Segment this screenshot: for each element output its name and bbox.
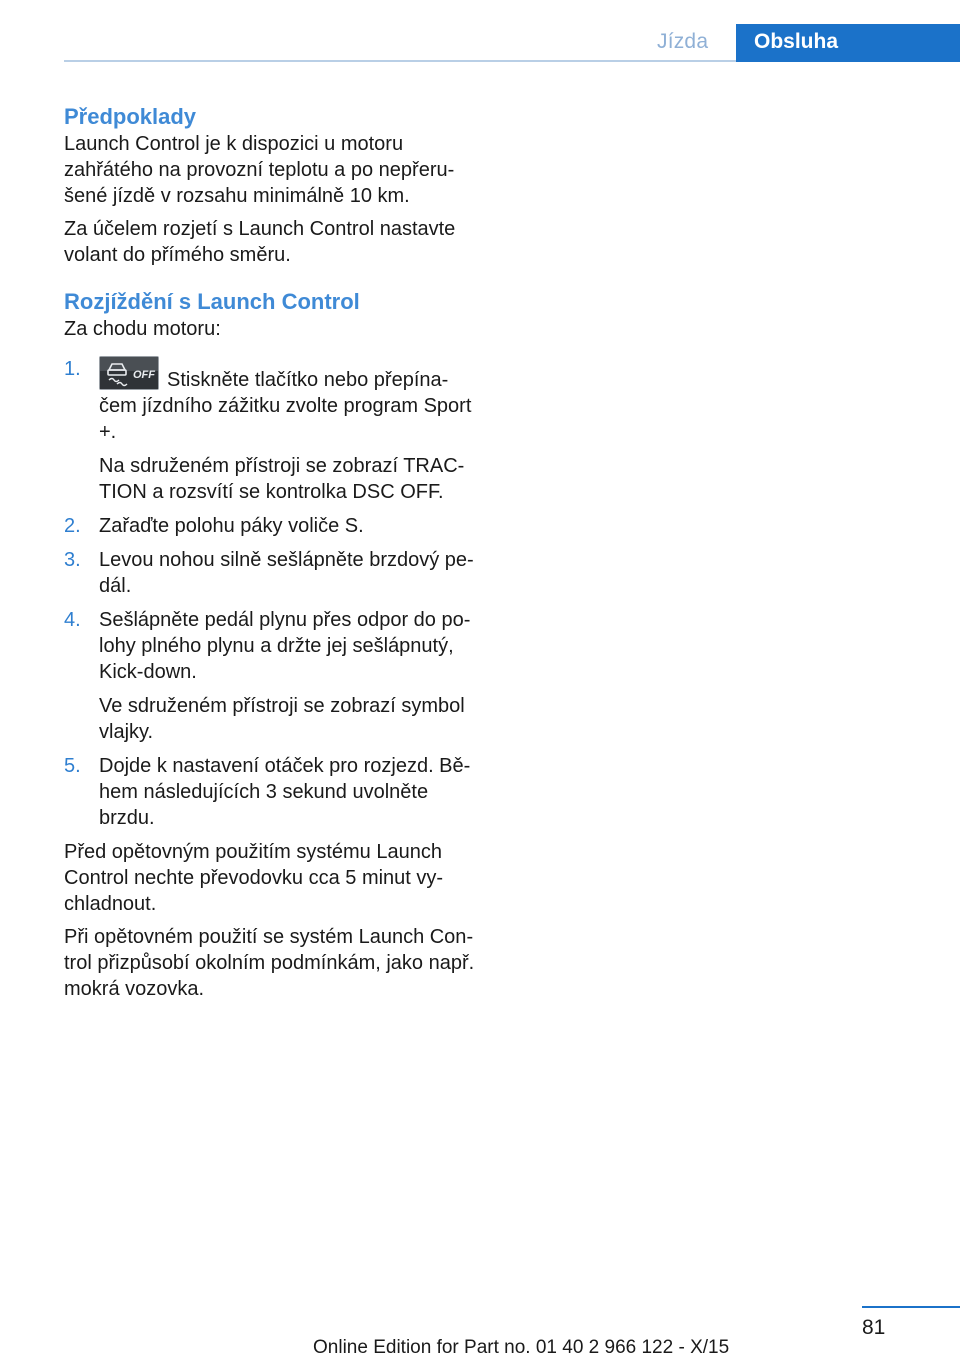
step-number: 5. [64, 755, 81, 777]
paragraph-requirement: Launch Control je k dispozici u motoru zahřátého na provozní teplotu a po nepřerušené jízdě v rozsahu minimálně 10 km. [64, 133, 455, 207]
paragraph-intro: Za chodu motoru: [64, 318, 221, 340]
paragraph-cooldown: Před opětovným použitím systému Launch Control nechte převodovku cca 5 minut vychladnout. [64, 841, 444, 915]
page-number: 81 [862, 1316, 886, 1339]
section-title-launch-control: Rozjíždění s Launch Control [64, 289, 360, 314]
list-item [64, 547, 476, 599]
tab-obsluha[interactable]: Obsluha [736, 24, 960, 62]
dsc-off-label: OFF [133, 369, 155, 381]
list-item [64, 607, 476, 745]
step-number: 1. [64, 358, 81, 380]
step-text: Stiskněte tlačítko nebo přepínačem jízdního zážitku zvolte program Sport +. [99, 369, 472, 443]
steps-list [64, 356, 476, 831]
page-content [64, 103, 476, 1002]
footer-rule [862, 1306, 960, 1308]
section-title-predpoklady: Předpoklady [64, 104, 197, 129]
paragraph-steering: Za účelem rozjetí s Launch Control nastavte volant do přímého směru. [64, 218, 456, 266]
edition-footer: Online Edition for Part no. 01 40 2 966 122 - X/15 [313, 1337, 730, 1358]
step-number: 2. [64, 515, 81, 537]
tab-jizda[interactable]: Jízda [657, 30, 709, 53]
step-text: Levou nohou silně sešlápněte brzdový pedál. [99, 549, 474, 597]
list-item [64, 753, 476, 831]
step-subtext: Na sdruženém přístroji se zobrazí TRACTION a rozsvítí se kontrolka DSC OFF. [99, 455, 465, 503]
step-text: Zařaďte polohu páky voliče S. [99, 515, 364, 537]
list-item [64, 356, 476, 505]
dsc-off-button-icon [99, 356, 159, 390]
step-number: 3. [64, 549, 81, 571]
step-number: 4. [64, 609, 81, 631]
paragraph-adapt: Při opětovném použití se systém Launch Control přizpůsobí okolním podmínkám, jako např. mokrá vozovka. [64, 926, 475, 1000]
step-subtext: Ve sdruženém přístroji se zobrazí symbol vlajky. [99, 695, 465, 743]
step-text: Sešlápněte pedál plynu přes odpor do polohy plného plynu a držte jej sešlápnutý, Kick-down. [99, 609, 471, 683]
list-item [64, 513, 476, 539]
step-text: Dojde k nastavení otáček pro rozjezd. Během následujících 3 sekund uvolněte brzdu. [99, 755, 471, 829]
